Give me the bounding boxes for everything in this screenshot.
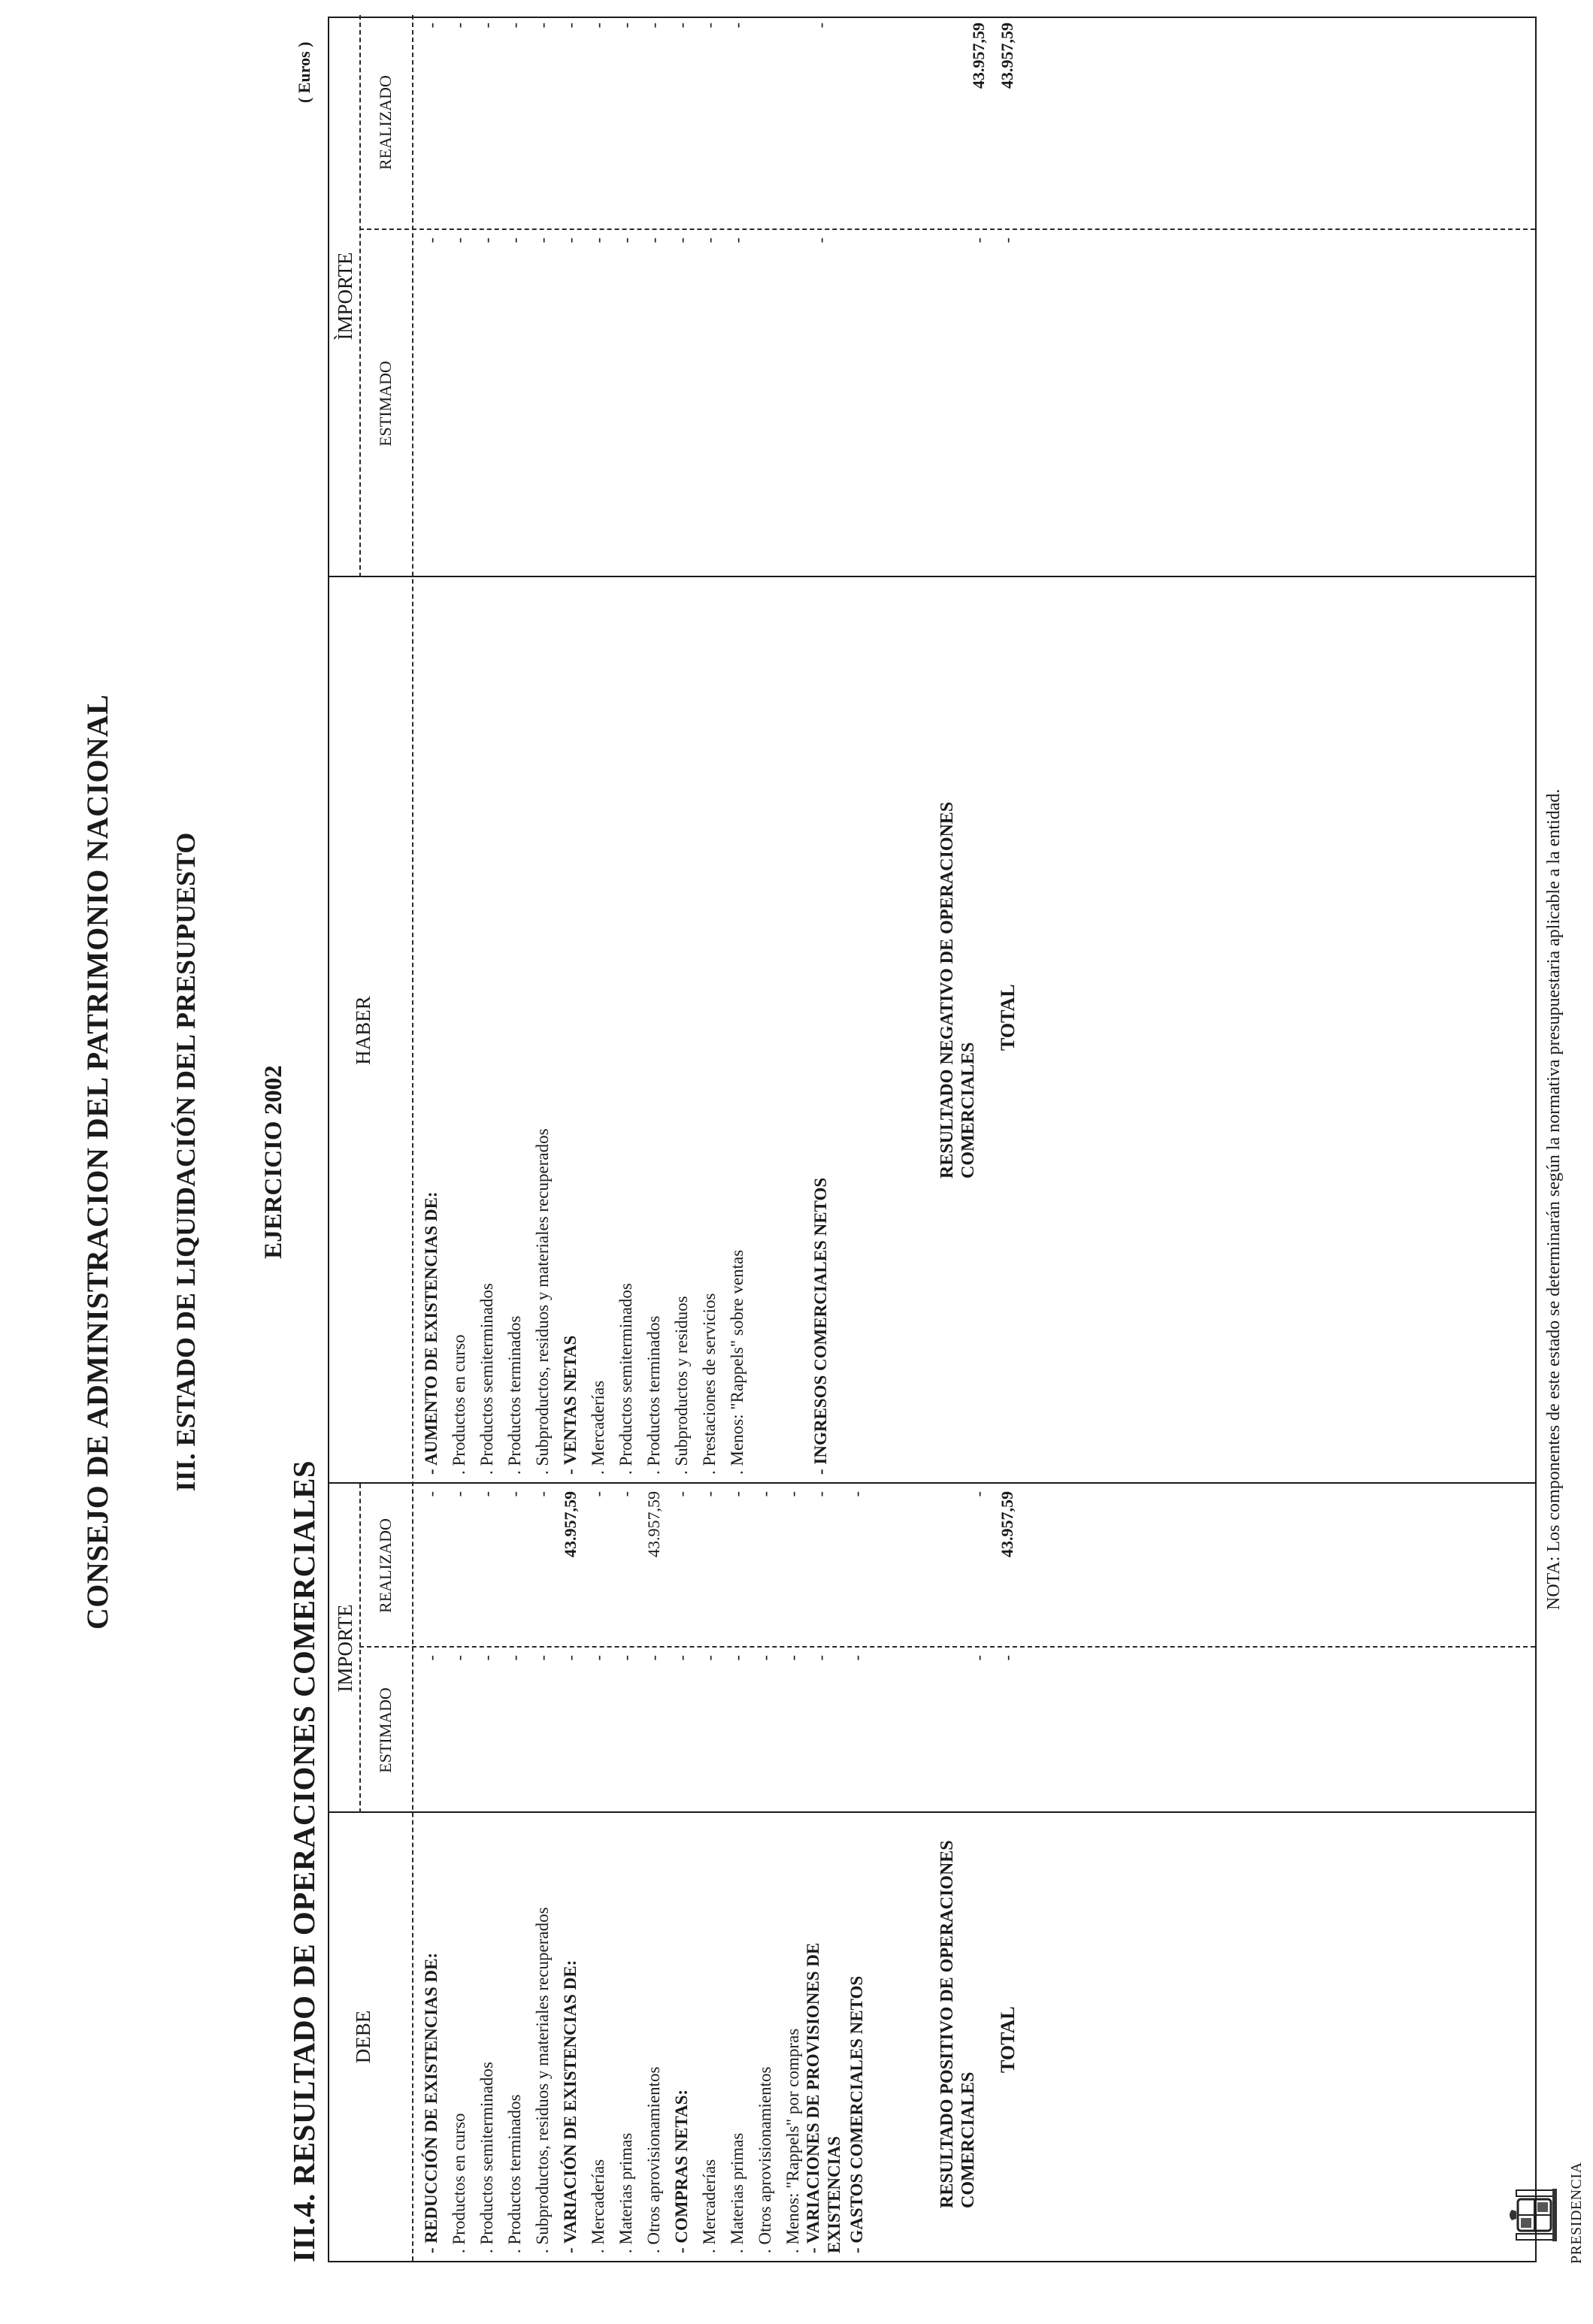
debe-realizado-value: - xyxy=(728,1491,747,1497)
haber-row-label: . Productos semiterminados xyxy=(616,1283,635,1475)
results-table xyxy=(328,17,1537,2262)
debe-estimado-value: - xyxy=(589,1655,607,1661)
debe-realizado-value: - xyxy=(756,1491,774,1497)
haber-realizado-value: - xyxy=(672,23,691,29)
currency-note: ( Euros ) xyxy=(295,41,313,103)
debe-estimado-value: - xyxy=(644,1655,663,1661)
haber-row-label: - VENTAS NETAS xyxy=(561,1335,580,1475)
header-bottom-line xyxy=(412,15,413,2261)
debe-estimado-value: - xyxy=(422,1655,441,1661)
debe-row-label: . Productos en curso xyxy=(450,2113,468,2253)
debe-estimado-value: - xyxy=(672,1655,691,1661)
debe-estimado-value: - xyxy=(477,1655,496,1661)
haber-estimado-value: - xyxy=(450,238,468,244)
estimado-heading-haber: ESTIMADO xyxy=(376,361,395,446)
haber-estimado-value: - xyxy=(422,238,441,244)
debe-row-label: - GASTOS COMERCIALES NETOS xyxy=(847,1975,866,2253)
debe-haber-divider xyxy=(329,1482,1535,1484)
haber-estimado-total: - xyxy=(998,238,1016,244)
haber-estimado-value: - xyxy=(505,238,524,244)
debe-estimado-value: - xyxy=(756,1655,774,1661)
debe-realizado-value: - xyxy=(422,1491,441,1497)
haber-row-label: . Productos semiterminados xyxy=(477,1283,496,1475)
debe-estimado-value: - xyxy=(561,1655,580,1661)
organization-title: CONSEJO DE ADMINISTRACION DEL PATRIMONIO NACIONAL xyxy=(80,694,114,1630)
debe-estimado-value: - xyxy=(505,1655,524,1661)
importe-heading-debe: IMPORTE xyxy=(334,1604,356,1693)
debe-estimado-total: - xyxy=(998,1655,1016,1661)
debe-realizado-value: - xyxy=(450,1491,468,1497)
haber-row-label: . Prestaciones de servicios xyxy=(700,1293,719,1475)
haber-realizado-value: - xyxy=(561,23,580,29)
estimado-heading-debe: ESTIMADO xyxy=(376,1687,395,1773)
realizado-heading-debe: REALIZADO xyxy=(376,1518,395,1613)
debe-row-label: . Otros aprovisionamientos xyxy=(644,2066,663,2253)
haber-realizado-value: - xyxy=(700,23,719,29)
debe-realizado-value: 43.957,59 xyxy=(561,1491,580,1557)
haber-realizado-value: - xyxy=(811,23,830,29)
exercise-year: EJERCICIO 2002 xyxy=(260,1065,287,1259)
debe-realizado-total: 43.957,59 xyxy=(998,1491,1016,1557)
haber-row-label: . Productos terminados xyxy=(505,1315,524,1475)
debe-realizado-value: - xyxy=(672,1491,691,1497)
haber-realizado-value: - xyxy=(450,23,468,29)
debe-realizado-value: 43.957,59 xyxy=(644,1491,663,1557)
debe-estimado-value: - xyxy=(616,1655,635,1661)
haber-realizado-value: - xyxy=(589,23,607,29)
footnote: NOTA: Los componentes de este estado se determinarán según la normativa presupuestaria aplicable a la entidad. xyxy=(1544,788,1564,1610)
haber-total-label: TOTAL xyxy=(997,984,1019,1051)
debe-estimado-value: - xyxy=(728,1655,747,1661)
debe-row-label: - REDUCCIÓN DE EXISTENCIAS DE: xyxy=(422,1952,441,2253)
section-title: III.4. RESULTADO DE OPERACIONES COMERCIALES xyxy=(286,1460,321,2262)
debe-realizado-value: - xyxy=(477,1491,496,1497)
debe-estimado-value: - xyxy=(450,1655,468,1661)
debe-result-label: RESULTADO POSITIVO DE OPERACIONES COMERCIALES xyxy=(937,1840,978,2208)
debe-estimado-value: - xyxy=(533,1655,552,1661)
haber-heading: HABER xyxy=(352,996,374,1065)
debe-row-label: . Productos semiterminados xyxy=(477,2062,496,2253)
haber-realizado-value: - xyxy=(505,23,524,29)
debe-row-label: - VARIACIONES DE PROVISIONES DE EXISTENCIAS xyxy=(804,1942,843,2253)
importe-heading-haber: ÌMPORTE xyxy=(334,252,356,340)
debe-realizado-value: - xyxy=(969,1491,988,1497)
debe-row-label: . Mercaderías xyxy=(700,2159,719,2253)
haber-row-label: - AUMENTO DE EXISTENCIAS DE: xyxy=(422,1191,441,1475)
haber-estimado-value: - xyxy=(616,238,635,244)
haber-row-label: . Subproductos, residuos y materiales recuperados xyxy=(533,1128,552,1475)
haber-realizado-value: 43.957,59 xyxy=(969,23,988,89)
haber-row-label: . Productos en curso xyxy=(450,1334,468,1475)
debe-estimado-value: - xyxy=(700,1655,719,1661)
report-subtitle: III. ESTADO DE LIQUIDACIÓN DEL PRESUPUESTO xyxy=(171,832,201,1492)
haber-estimado-value: - xyxy=(728,238,747,244)
haber-estimado-value: - xyxy=(969,238,988,244)
debe-realizado-value: - xyxy=(589,1491,607,1497)
haber-estimado-value: - xyxy=(644,238,663,244)
haber-row-label: . Subproductos y residuos xyxy=(672,1296,691,1475)
debe-row-label: . Menos: "Rappels" por compras xyxy=(783,2028,802,2253)
haber-estimado-value: - xyxy=(477,238,496,244)
debe-row-label: . Productos terminados xyxy=(505,2094,524,2253)
debe-estimado-value: - xyxy=(783,1655,802,1661)
debe-row-label: . Materias primas xyxy=(728,2132,747,2253)
haber-importe-underline xyxy=(359,15,361,577)
debe-estimado-value: - xyxy=(811,1655,830,1661)
haber-realizado-value: - xyxy=(477,23,496,29)
debe-total-label: TOTAL xyxy=(997,2006,1019,2073)
haber-realizado-total: 43.957,59 xyxy=(998,23,1016,89)
debe-realizado-value: - xyxy=(616,1491,635,1497)
haber-estimado-value: - xyxy=(561,238,580,244)
haber-row-label: . Mercaderías xyxy=(589,1380,607,1475)
debe-estimado-value: - xyxy=(969,1655,988,1661)
haber-realizado-value: - xyxy=(422,23,441,29)
haber-realizado-value: - xyxy=(728,23,747,29)
haber-realizado-value: - xyxy=(644,23,663,29)
debe-importe-underline xyxy=(359,1484,361,1813)
haber-realizado-value: - xyxy=(616,23,635,29)
debe-row-label: - COMPRAS NETAS: xyxy=(672,2089,691,2253)
debe-realizado-value: - xyxy=(505,1491,524,1497)
haber-estimado-value: - xyxy=(533,238,552,244)
logo-caption: PRESIDENCIA xyxy=(1568,2162,1585,2264)
debe-realizado-value: - xyxy=(783,1491,802,1497)
haber-realizado-value: - xyxy=(533,23,552,29)
debe-row-label: . Subproductos, residuos y materiales recuperados xyxy=(533,1907,552,2253)
haber-estimado-value: - xyxy=(672,238,691,244)
debe-realizado-value: - xyxy=(700,1491,719,1497)
debe-realizado-value: - xyxy=(811,1491,830,1497)
haber-estimado-value: - xyxy=(700,238,719,244)
debe-row-label: . Otros aprovisionamientos xyxy=(756,2066,774,2253)
debe-row-label: . Mercaderías xyxy=(589,2159,607,2253)
debe-realizado-value: - xyxy=(533,1491,552,1497)
haber-result-label: RESULTADO NEGATIVO DE OPERACIONES COMERCIALES xyxy=(937,801,978,1179)
haber-row-label: . Productos terminados xyxy=(644,1315,663,1475)
haber-row-label: - INGRESOS COMERCIALES NETOS xyxy=(811,1177,830,1475)
debe-realizado-value: - xyxy=(847,1491,866,1497)
realizado-heading-haber: REALIZADO xyxy=(376,75,395,170)
debe-row-label: . Materias primas xyxy=(616,2132,635,2253)
haber-estimado-value: - xyxy=(589,238,607,244)
debe-row-label: - VARIACIÓN DE EXISTENCIAS DE: xyxy=(561,1959,580,2253)
debe-heading: DEBE xyxy=(352,2010,374,2064)
debe-estimado-value: - xyxy=(847,1655,866,1661)
haber-estimado-value: - xyxy=(811,238,830,244)
haber-row-label: . Menos: "Rappels" sobre ventas xyxy=(728,1249,747,1475)
